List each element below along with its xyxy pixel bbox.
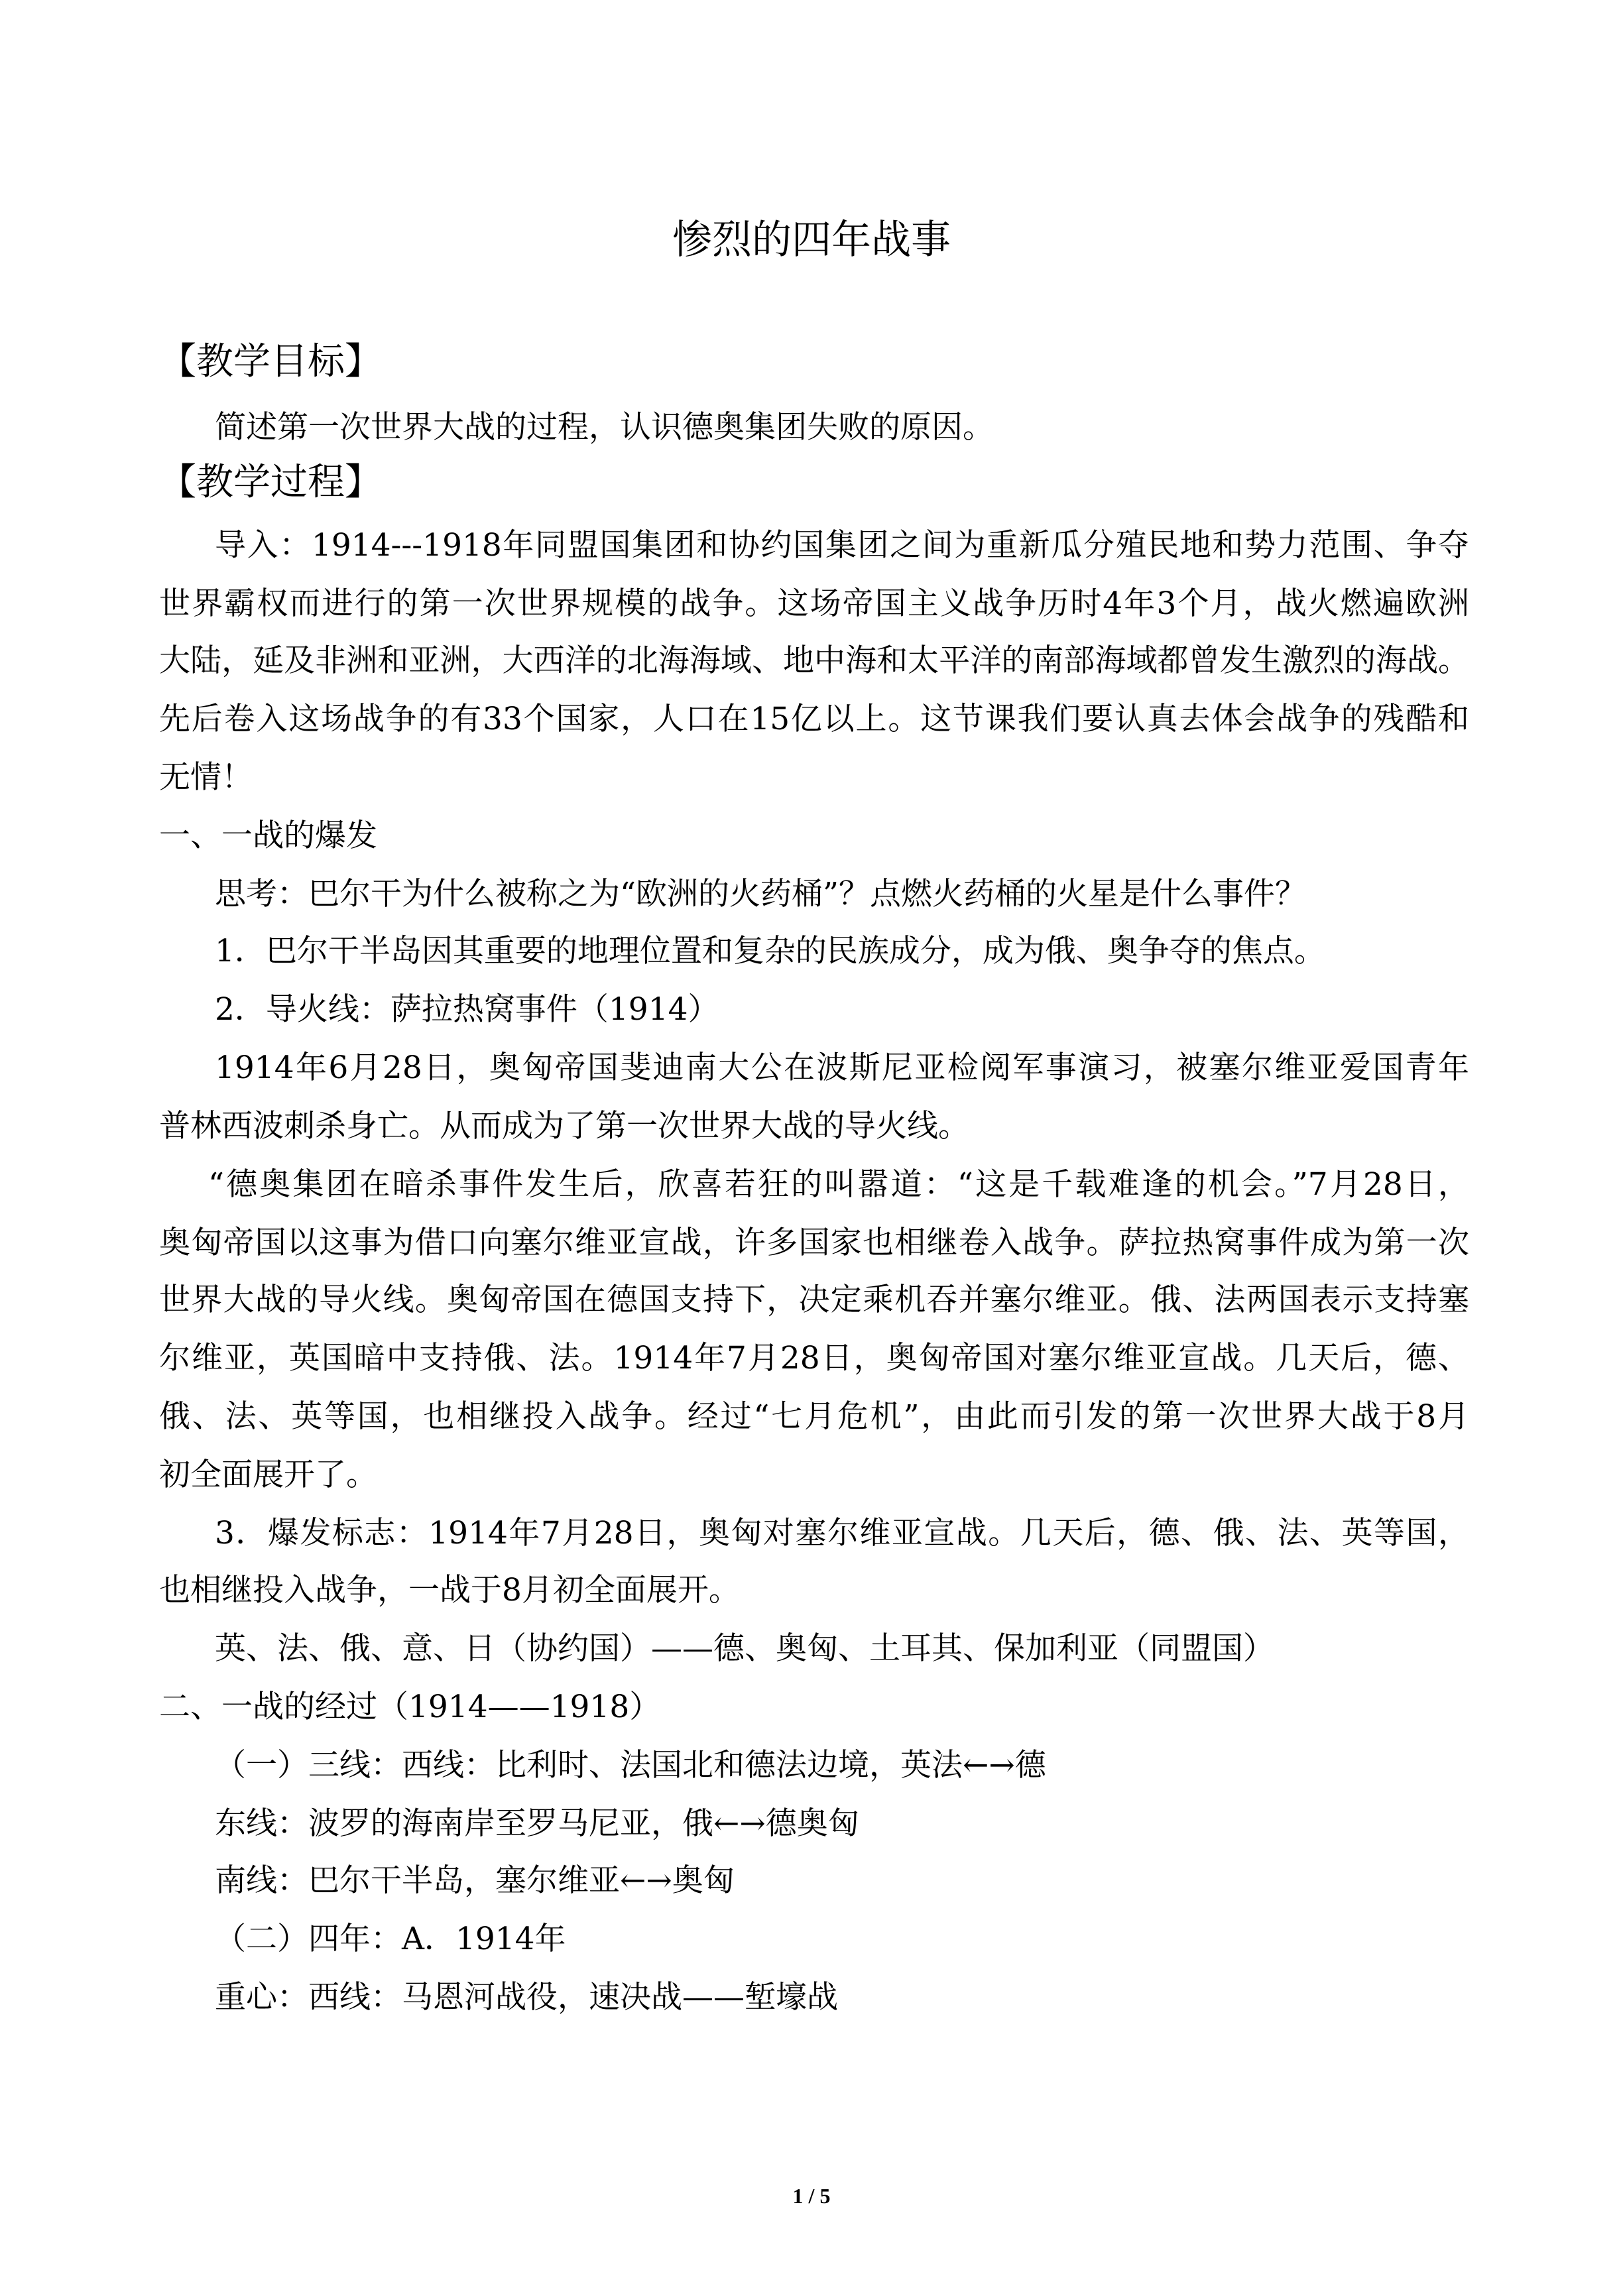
subsection-heading: 一、一战的爆发 xyxy=(159,817,377,854)
page-number: 1 / 5 xyxy=(792,2184,831,2208)
paragraph-line: （二）四年：A．1914年 xyxy=(215,1921,566,1957)
paragraph-line: 也相继投入战争，一战于8月初全面展开。 xyxy=(159,1572,740,1608)
paragraph-line: 导入：1914---1918年同盟国集团和协约国集团之间为重新瓜分殖民地和势力范围、争夺 xyxy=(215,527,1469,564)
paragraph-line: 简述第一次世界大战的过程，认识德奥集团失败的原因。 xyxy=(215,409,994,446)
subsection-heading: 二、一战的经过（1914——1918） xyxy=(159,1689,661,1725)
paragraph-line: 大陆，延及非洲和亚洲，大西洋的北海海域、地中海和太平洋的南部海域都曾发生激烈的海战。 xyxy=(159,642,1469,679)
paragraph-line: 普林西波刺杀身亡。从而成为了第一次世界大战的导火线。 xyxy=(159,1108,969,1144)
paragraph-line: 1914年6月28日，奥匈帝国斐迪南大公在波斯尼亚检阅军事演习，被塞尔维亚爱国青年 xyxy=(215,1050,1469,1086)
paragraph-line: 世界霸权而进行的第一次世界规模的战争。这场帝国主义战争历时4年3个月，战火燃遍欧洲 xyxy=(159,585,1469,622)
paragraph-line: 1．巴尔干半岛因其重要的地理位置和复杂的民族成分，成为俄、奥争夺的焦点。 xyxy=(215,933,1325,969)
paragraph-line: 无情！ xyxy=(159,759,253,796)
paragraph-line: 先后卷入这场战争的有33个国家，人口在15亿以上。这节课我们要认真去体会战争的残酷和 xyxy=(159,701,1469,737)
paragraph-line: “德奥集团在暗杀事件发生后，欣喜若狂的叫嚣道：“这是千载难逢的机会。”7月28日， xyxy=(208,1166,1469,1203)
paragraph-line: 初全面展开了。 xyxy=(159,1457,377,1493)
paragraph-line: 英、法、俄、意、日（协约国）——德、奥匈、土耳其、保加利亚（同盟国） xyxy=(215,1630,1274,1667)
paragraph-line: （一）三线：西线：比利时、法国北和德法边境，英法←→德 xyxy=(215,1747,1046,1783)
section-heading-objectives: 【教学目标】 xyxy=(159,340,382,383)
paragraph-line: 俄、法、英等国，也相继投入战争。经过“七月危机”，由此而引发的第一次世界大战于8月 xyxy=(159,1398,1469,1435)
paragraph-line: 东线：波罗的海南岸至罗马尼亚，俄←→德奥匈 xyxy=(215,1805,859,1842)
page-title: 惨烈的四年战事 xyxy=(672,217,951,263)
paragraph-line: 重心：西线：马恩河战役，速决战——堑壕战 xyxy=(215,1979,838,2016)
paragraph-line: 思考：巴尔干为什么被称之为“欧洲的火药桶”？点燃火药桶的火星是什么事件？ xyxy=(215,876,1307,912)
paragraph-line: 尔维亚，英国暗中支持俄、法。1914年7月28日，奥匈帝国对塞尔维亚宣战。几天后，德、 xyxy=(159,1340,1469,1376)
paragraph-line: 世界大战的导火线。奥匈帝国在德国支持下，决定乘机吞并塞尔维亚。俄、法两国表示支持塞 xyxy=(159,1282,1469,1318)
paragraph-line: 3．爆发标志：1914年7月28日，奥匈对塞尔维亚宣战。几天后，德、俄、法、英等国， xyxy=(215,1515,1469,1551)
paragraph-line: 2．导火线：萨拉热窝事件（1914） xyxy=(215,991,719,1028)
paragraph-line: 奥匈帝国以这事为借口向塞尔维亚宣战，许多国家也相继卷入战争。萨拉热窝事件成为第一次 xyxy=(159,1225,1469,1261)
paragraph-line: 南线：巴尔干半岛，塞尔维亚←→奥匈 xyxy=(215,1862,735,1899)
section-heading-process: 【教学过程】 xyxy=(159,461,382,504)
